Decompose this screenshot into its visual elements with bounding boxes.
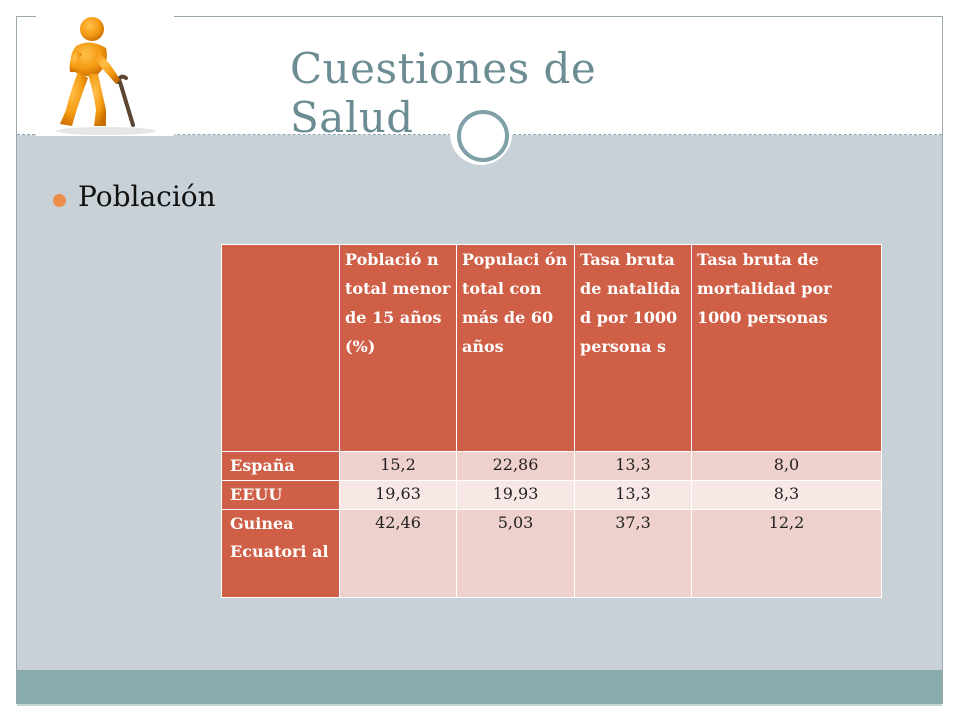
cell-value: 19,63 xyxy=(340,481,457,510)
cell-value: 8,3 xyxy=(692,481,882,510)
header-cell-empty xyxy=(222,245,340,452)
cell-value: 12,2 xyxy=(692,510,882,598)
header-cell-mortality-rate: Tasa bruta de mortalidad por 1000 personas xyxy=(692,245,882,452)
cell-value: 22,86 xyxy=(457,452,575,481)
table-row xyxy=(222,452,882,481)
health-stats-table xyxy=(221,244,882,598)
row-label: EEUU xyxy=(222,481,340,510)
bullet-dot-icon xyxy=(53,194,66,207)
cell-value: 5,03 xyxy=(457,510,575,598)
cell-value: 13,3 xyxy=(575,481,692,510)
table-header-row xyxy=(222,245,882,452)
circle-ornament-icon xyxy=(457,110,509,162)
cell-value: 15,2 xyxy=(340,452,457,481)
slide-title: Cuestiones de Salud xyxy=(290,44,597,142)
footer-band xyxy=(17,670,942,704)
cell-value: 13,3 xyxy=(575,452,692,481)
cell-value: 19,93 xyxy=(457,481,575,510)
elderly-person-with-cane-icon xyxy=(36,14,174,136)
header-cell-birth-rate: Tasa bruta de natalida d por 1000 persona s xyxy=(575,245,692,452)
row-label: Guinea Ecuatori al xyxy=(222,510,340,598)
row-label: España xyxy=(222,452,340,481)
footer-line xyxy=(17,704,942,706)
bullet-text: Población xyxy=(78,180,216,213)
table-row xyxy=(222,510,882,598)
table-row xyxy=(222,481,882,510)
header-cell-over-60: Populaci ón total con más de 60 años xyxy=(457,245,575,452)
cell-value: 42,46 xyxy=(340,510,457,598)
cell-value: 8,0 xyxy=(692,452,882,481)
cell-value: 37,3 xyxy=(575,510,692,598)
header-cell-under-15: Població n total menor de 15 años (%) xyxy=(340,245,457,452)
